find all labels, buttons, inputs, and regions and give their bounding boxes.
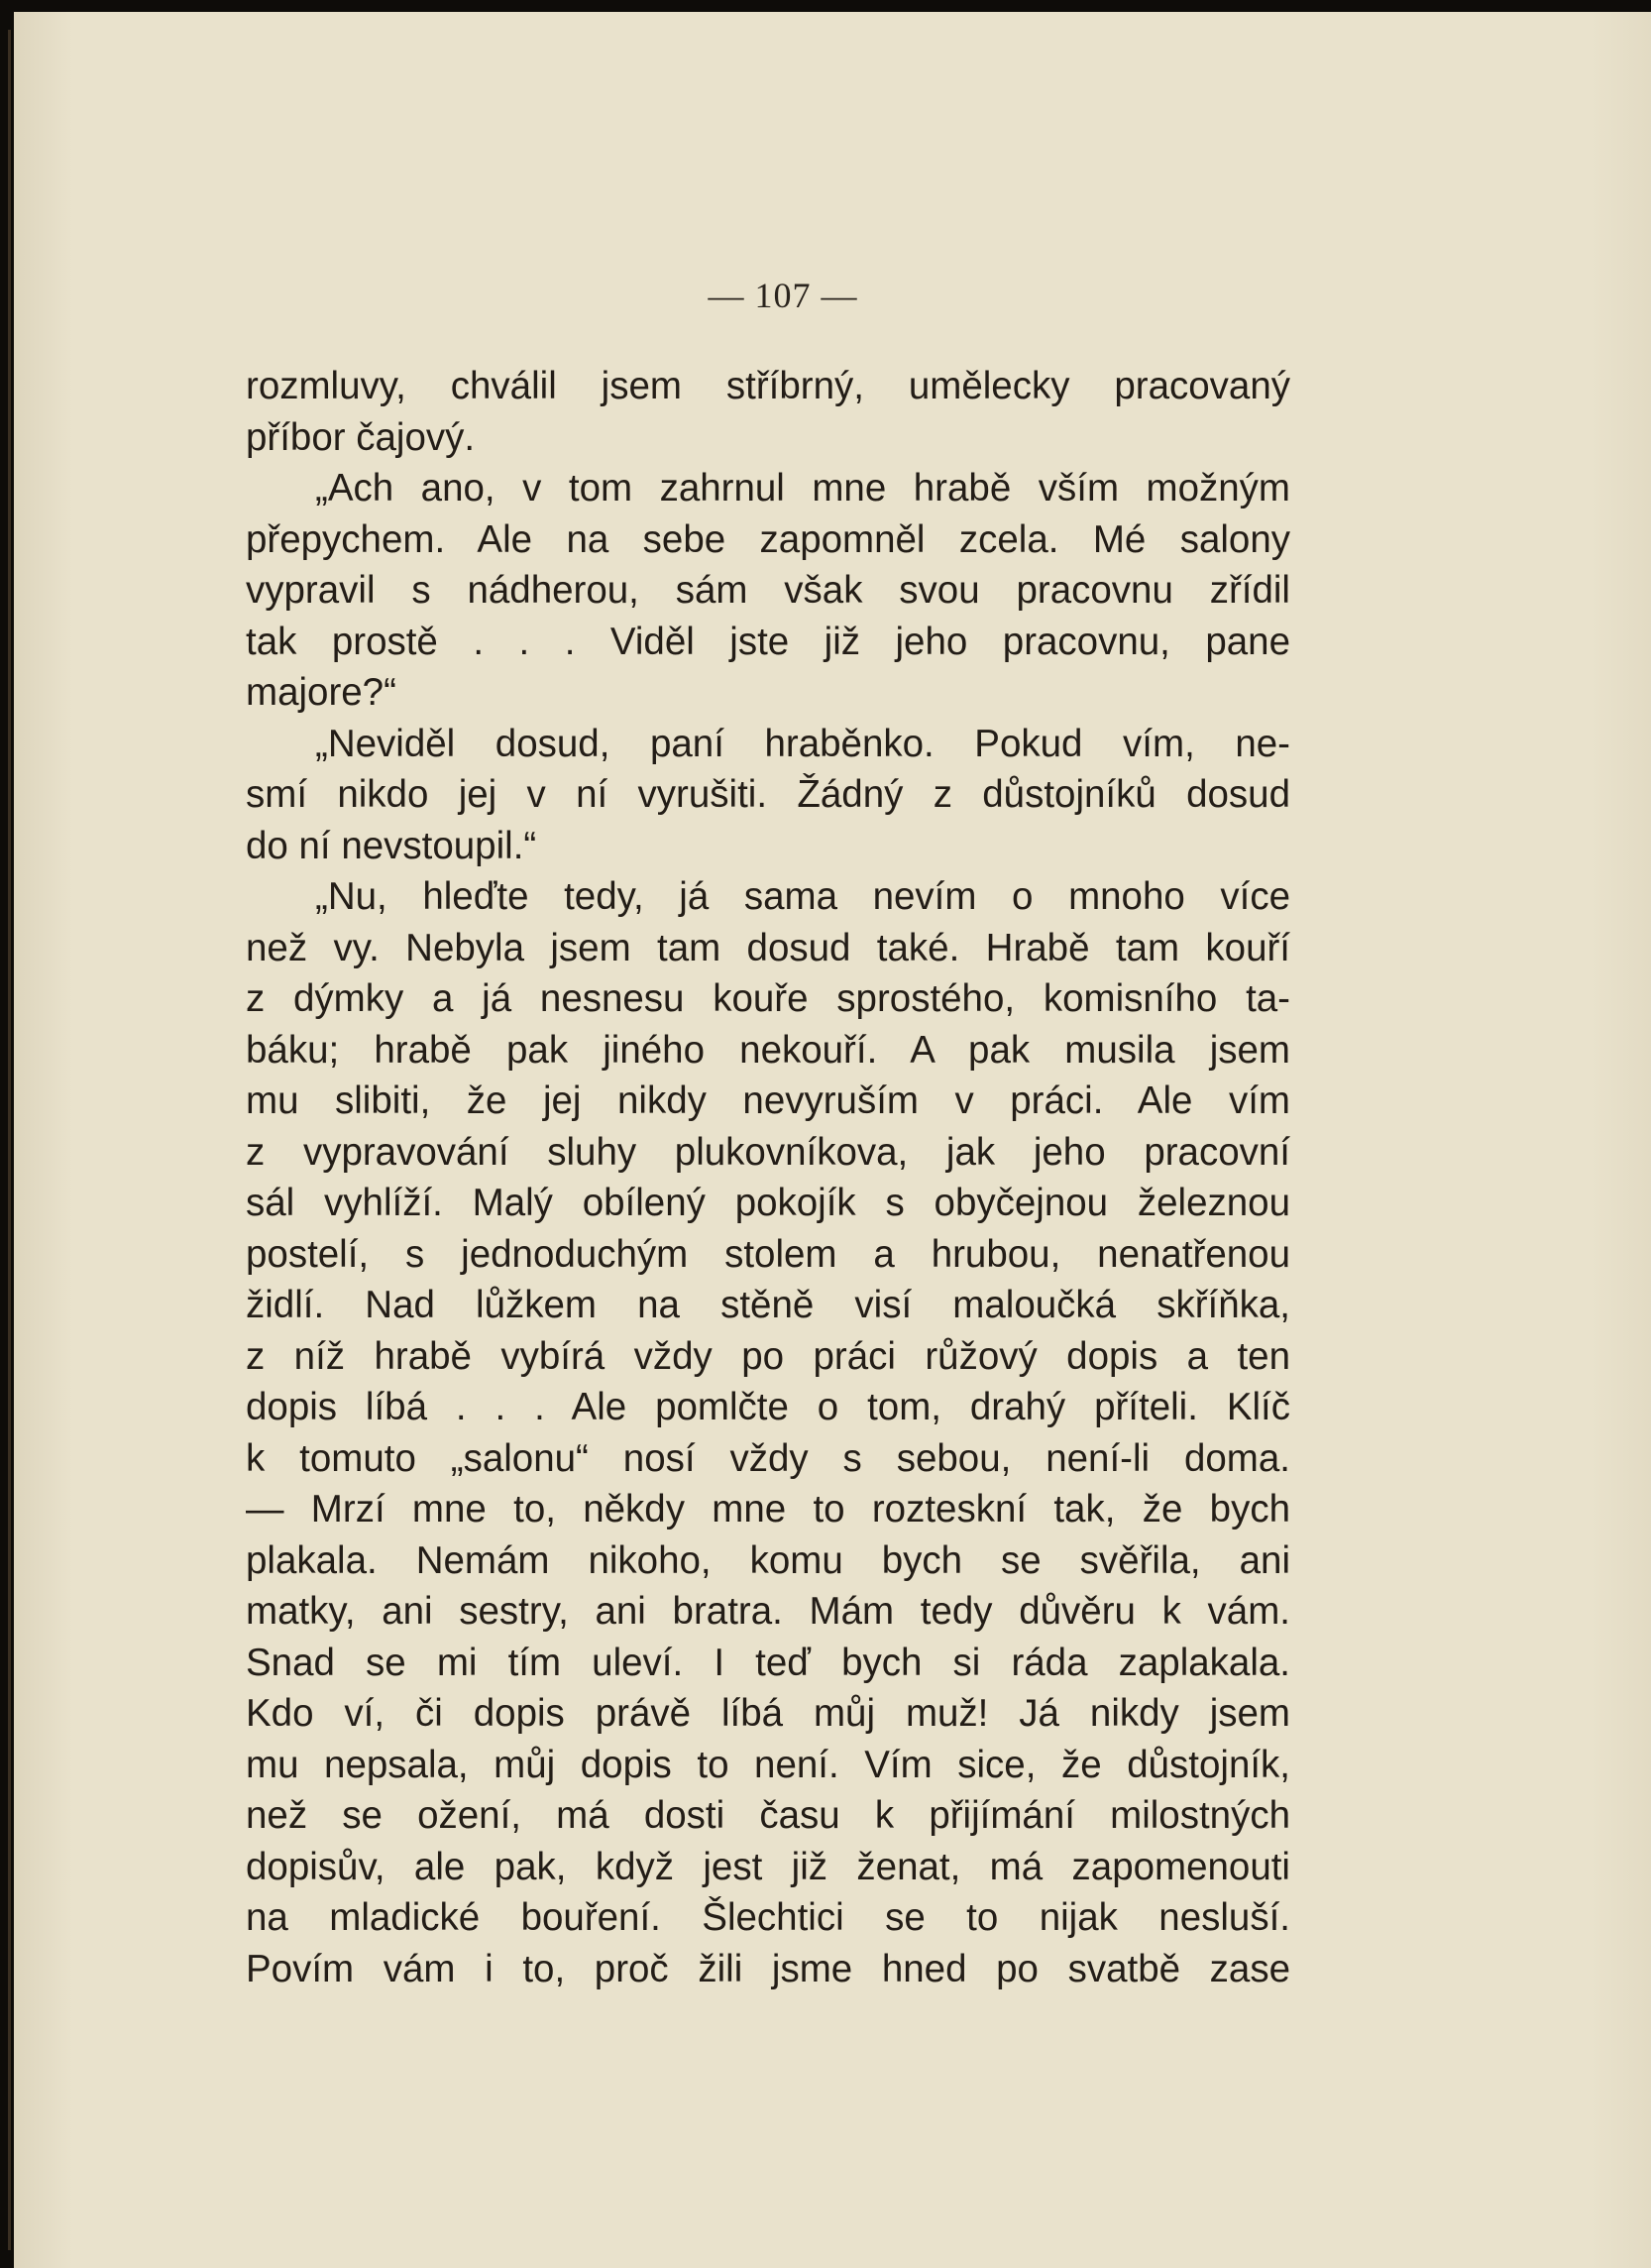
text-line: Povím vám i to, proč žili jsme hned po svatbě zase <box>246 1947 1290 1990</box>
scan-left-edge <box>0 0 14 2268</box>
text-line: než vy. Nebyla jsem tam dosud také. Hrabě tam kouří <box>246 926 1290 969</box>
text-line: vypravil s nádherou, sám však svou pracovnu zřídil <box>246 569 1290 612</box>
text-line: z vypravování sluhy plukovníkova, jak jeho pracovní <box>246 1130 1290 1174</box>
text-line: matky, ani sestry, ani bratra. Mám tedy důvěru k vám. <box>246 1590 1290 1633</box>
text-line: — Mrzí mne to, někdy mne to rozteskní tak, že bych <box>246 1488 1290 1531</box>
text-line: na mladické bouření. Šlechtici se to nijak nesluší. <box>246 1896 1290 1939</box>
text-line: příbor čajový. <box>246 415 476 459</box>
body-text <box>246 361 1290 1994</box>
text-line: sál vyhlíží. Malý obílený pokojík s obyčejnou železnou <box>246 1182 1290 1224</box>
text-line: mu nepsala, můj dopis to není. Vím sice, že důstojník, <box>246 1743 1290 1786</box>
scan-top-edge <box>0 0 1651 12</box>
text-line: přepychem. Ale na sebe zapomněl zcela. Mé salony <box>246 517 1290 561</box>
text-line: „Neviděl dosud, paní hraběnko. Pokud vím, ne- <box>315 722 1290 765</box>
text-line: mu slibiti, že jej nikdy nevyruším v práci. Ale vím <box>246 1079 1290 1122</box>
text-line: rozmluvy, chválil jsem stříbrný, umělecky pracovaný <box>246 365 1290 407</box>
text-line: smí nikdo jej v ní vyrušiti. Žádný z důstojníků dosud <box>246 773 1290 816</box>
text-line: báku; hrabě pak jiného nekouří. A pak musila jsem <box>246 1028 1290 1072</box>
book-spine-line <box>8 30 11 2250</box>
text-line: postelí, s jednoduchým stolem a hrubou, nenatřenou <box>246 1232 1290 1276</box>
text-line: majore?“ <box>246 671 396 714</box>
book-page <box>14 12 1651 2268</box>
text-line: z níž hrabě vybírá vždy po práci růžový dopis a ten <box>246 1334 1290 1378</box>
text-line: dopisův, ale pak, když jest již ženat, má zapomenouti <box>246 1845 1290 1888</box>
text-line: dopis líbá . . . Ale pomlčte o tom, drahý příteli. Klíč <box>246 1386 1290 1428</box>
text-line: z dýmky a já nesnesu kouře sprostého, komisního ta- <box>246 977 1290 1020</box>
text-line: „Nu, hleďte tedy, já sama nevím o mnoho více <box>315 875 1290 918</box>
text-line: než se ožení, má dosti času k přijímání milostných <box>246 1794 1290 1837</box>
text-line: tak prostě . . . Viděl jste již jeho pracovnu, pane <box>246 620 1290 663</box>
page-number: — 107 — <box>708 276 858 315</box>
text-line: plakala. Nemám nikoho, komu bych se svěřila, ani <box>246 1538 1290 1582</box>
text-line: k tomuto „salonu“ nosí vždy s sebou, není-li doma. <box>246 1436 1290 1480</box>
text-line: „Ach ano, v tom zahrnul mne hrabě vším možným <box>315 467 1290 510</box>
text-line: Kdo ví, či dopis právě líbá můj muž! Já nikdy jsem <box>246 1692 1290 1735</box>
text-line: do ní nevstoupil.“ <box>246 824 537 867</box>
text-line: židlí. Nad lůžkem na stěně visí maloučká skříňka, <box>246 1284 1290 1326</box>
text-line: Snad se mi tím uleví. I teď bych si ráda zaplakala. <box>246 1641 1290 1684</box>
